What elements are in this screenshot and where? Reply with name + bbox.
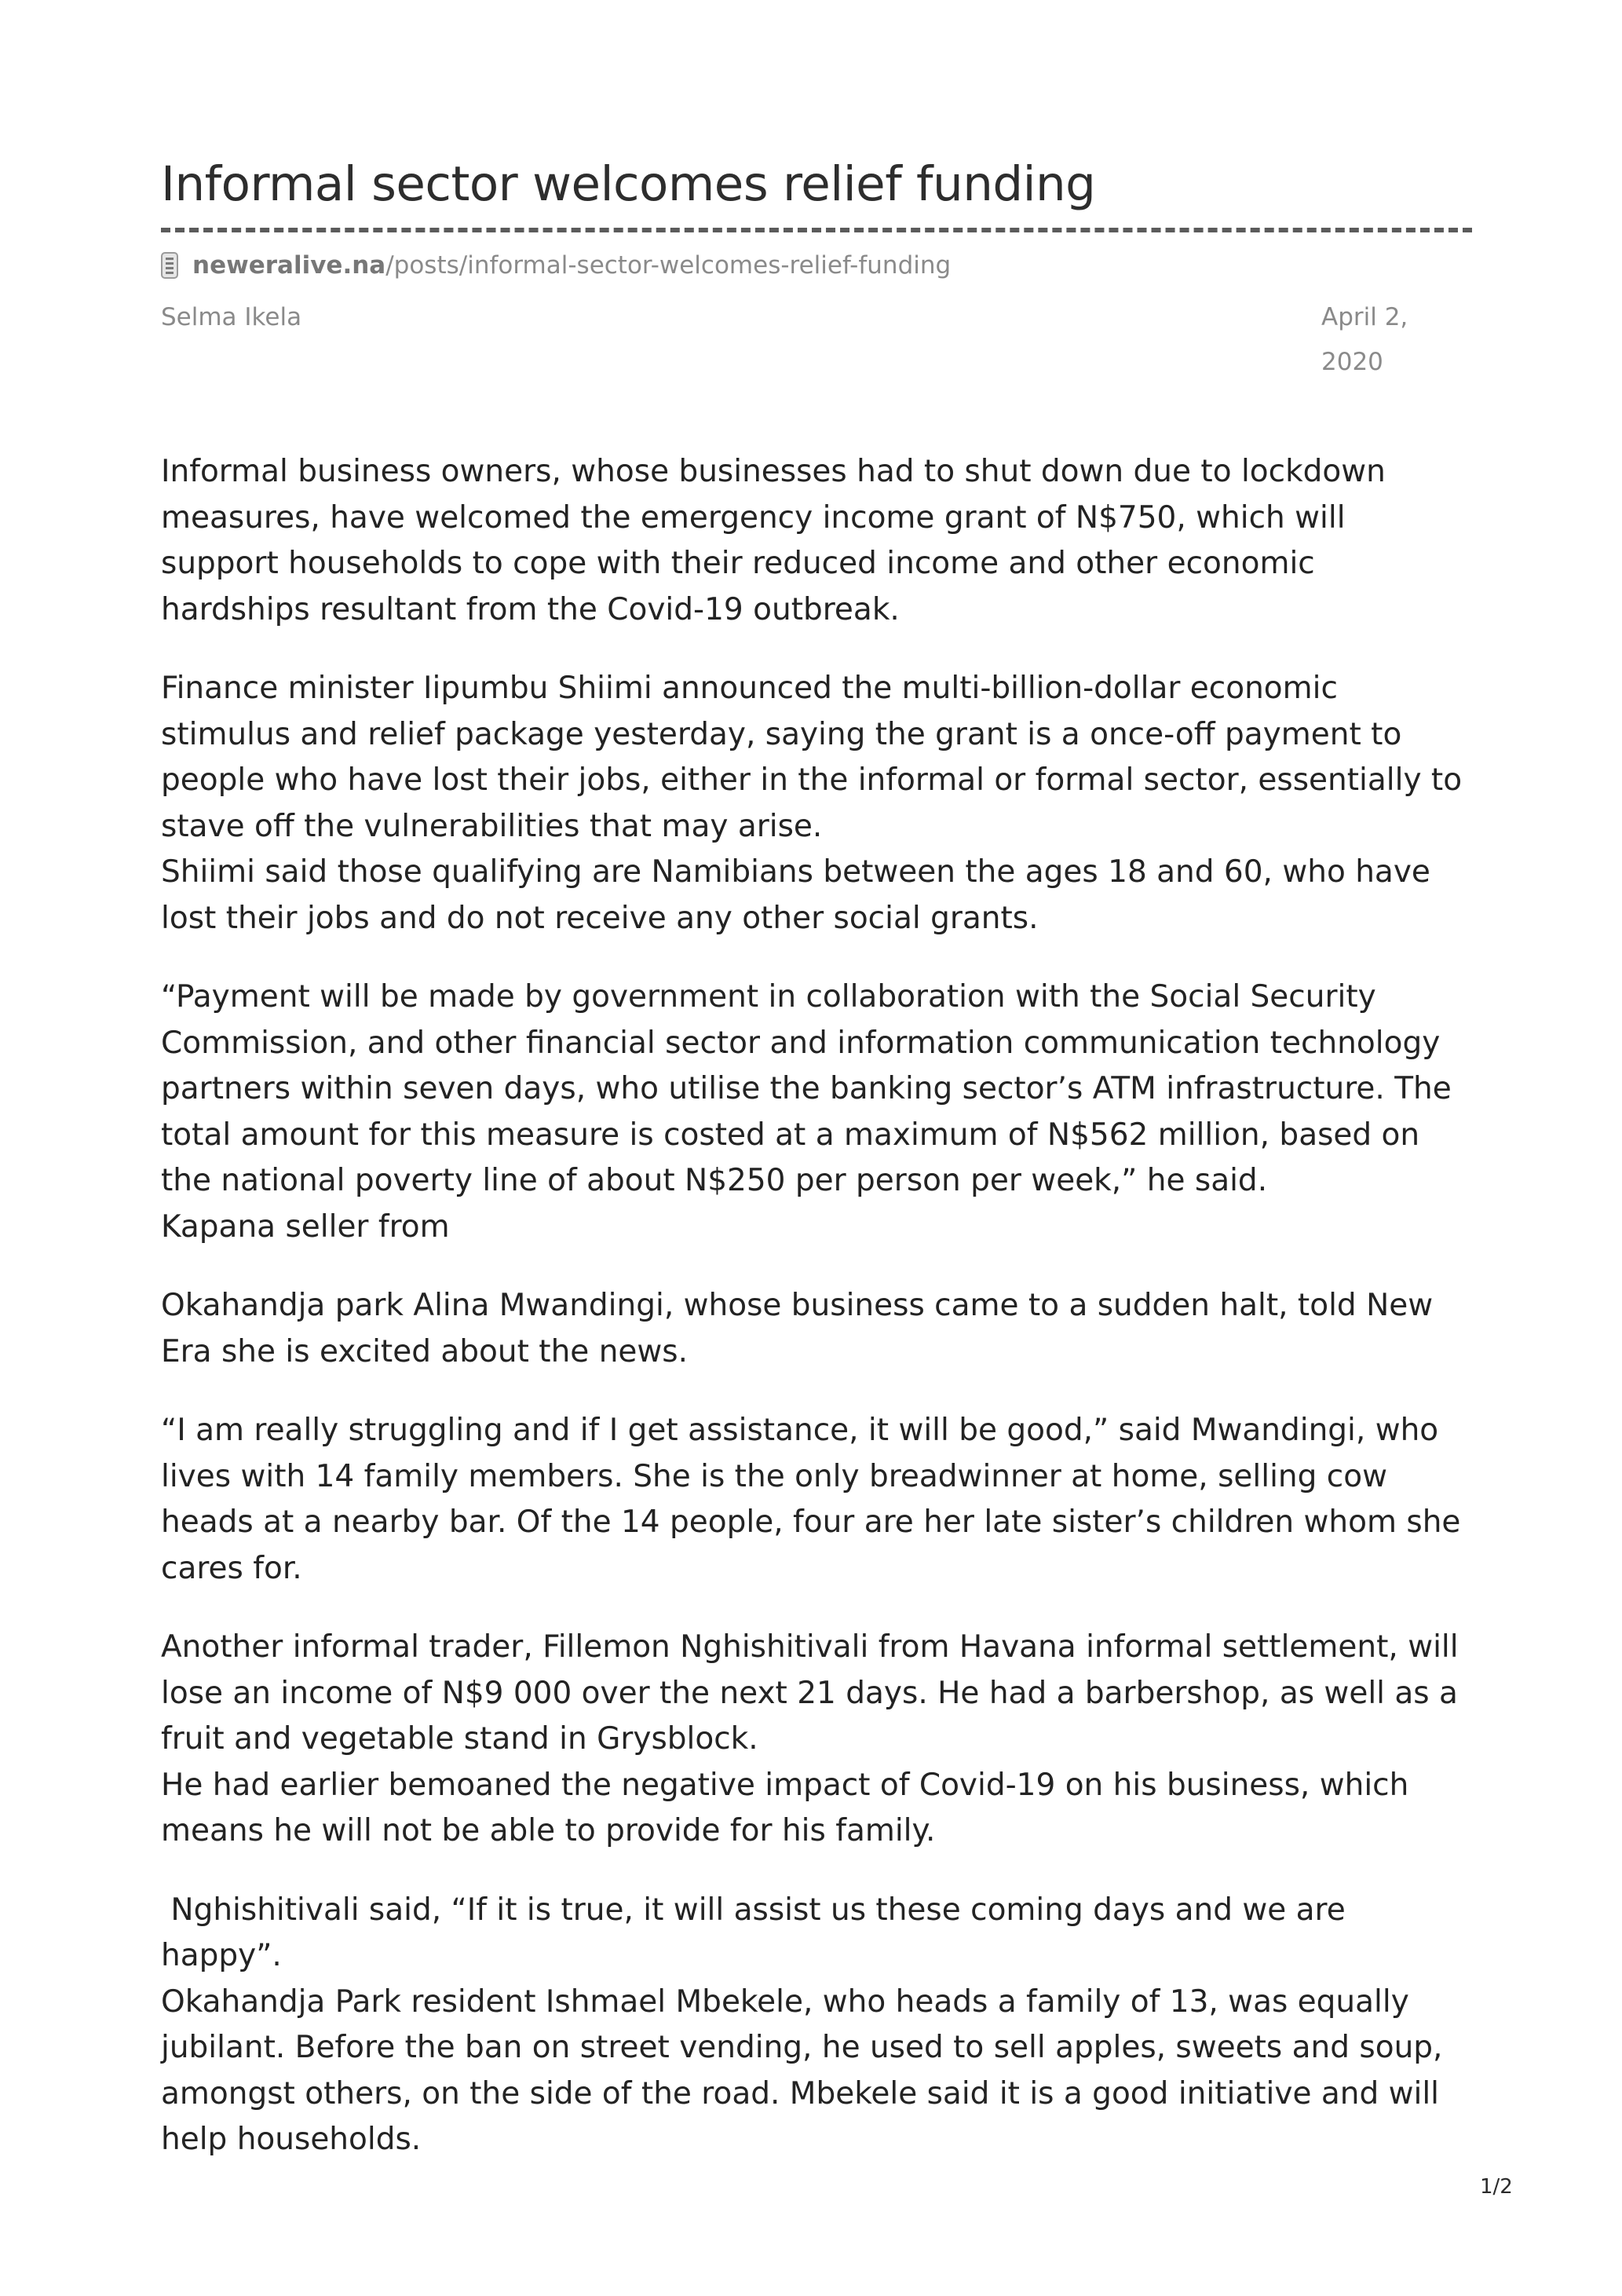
paragraph-text: Nghishitivali said, “If it is true, it will assist us these coming days and we are happy”.: [161, 1892, 1356, 1973]
publish-date-line1: April 2,: [1321, 303, 1408, 331]
article-meta: [161, 295, 1472, 374]
source-domain[interactable]: neweralive.na: [192, 251, 386, 280]
author-name: Selma Ikela: [161, 303, 302, 331]
paragraph-text: Okahandja Park resident Ishmael Mbekele, who heads a family of 13, was equally jubilant. Before the ban on street vending, he used to sell apples, sweets and soup, amongst others, on the side of the road. Mbekele said it is a good initiative and will help households.: [161, 1983, 1443, 2157]
article-body: [161, 449, 1472, 2163]
paragraph: [161, 666, 1472, 941]
paragraph-text: Finance minister Iipumbu Shiimi announced the multi-billion-dollar economic stimulus and relief package yesterday, saying the grant is a once-off payment to people who have lost their jobs, either in the informal or formal sector, essentially to stave off the vulnerabilities that may arise.: [161, 671, 1463, 844]
newera-favicon-icon: [161, 252, 178, 279]
paragraph: [161, 1888, 1472, 2163]
publish-date-line2: 2020: [1321, 348, 1383, 376]
paragraph-text: Kapana seller from: [161, 1208, 450, 1245]
source-path[interactable]: /posts/informal-sector-welcomes-relief-funding: [385, 251, 952, 280]
paragraph-text: Another informal trader, Fillemon Nghishitivali from Havana informal settlement, will lose an income of N$9 000 over the next 21 days. He had a barbershop, as well as a fruit and vegetable stand in Grysblock.: [161, 1629, 1459, 1757]
source-url[interactable]: [161, 250, 1472, 281]
paragraph: [161, 1625, 1472, 1855]
paragraph: [161, 974, 1472, 1250]
paragraph: Informal business owners, whose businesses had to shut down due to lockdown measures, have welcomed the emergency income grant of N$750, which will support households to cope with their reduced income and other economic hardships resultant from the Covid-19 outbreak.: [161, 454, 1386, 627]
paragraph-text: “Payment will be made by government in collaboration with the Social Security Commission, and other financial sector and information communication technology partners within seven days, who utilise the banking sector’s ATM infrastructure. The total amount for this measure is costed at a maximum of N$562 million, based on the national poverty line of about N$250 per person per week,” he said.: [161, 979, 1452, 1198]
paragraph-text: Shiimi said those qualifying are Namibians between the ages 18 and 60, who have lost their jobs and do not receive any other social grants.: [161, 854, 1430, 936]
page-number: 1/2: [1480, 2175, 1513, 2199]
paragraph: Okahandja park Alina Mwandingi, whose business came to a sudden halt, told New Era she is excited about the news.: [161, 1288, 1434, 1369]
article-page: [161, 149, 1472, 2196]
publish-date: [1321, 295, 1447, 385]
paragraph: “I am really struggling and if I get assistance, it will be good,” said Mwandingi, who lives with 14 family members. She is the only breadwinner at home, selling cow heads at a nearby bar. Of the 14 people, four are her late sister’s children whom she cares for.: [161, 1413, 1461, 1586]
article-title: Informal sector welcomes relief funding: [161, 156, 1096, 212]
paragraph-text: He had earlier bemoaned the negative impact of Covid-19 on his business, which means he will not be able to provide for his family.: [161, 1767, 1409, 1848]
title-divider: [161, 228, 1472, 232]
